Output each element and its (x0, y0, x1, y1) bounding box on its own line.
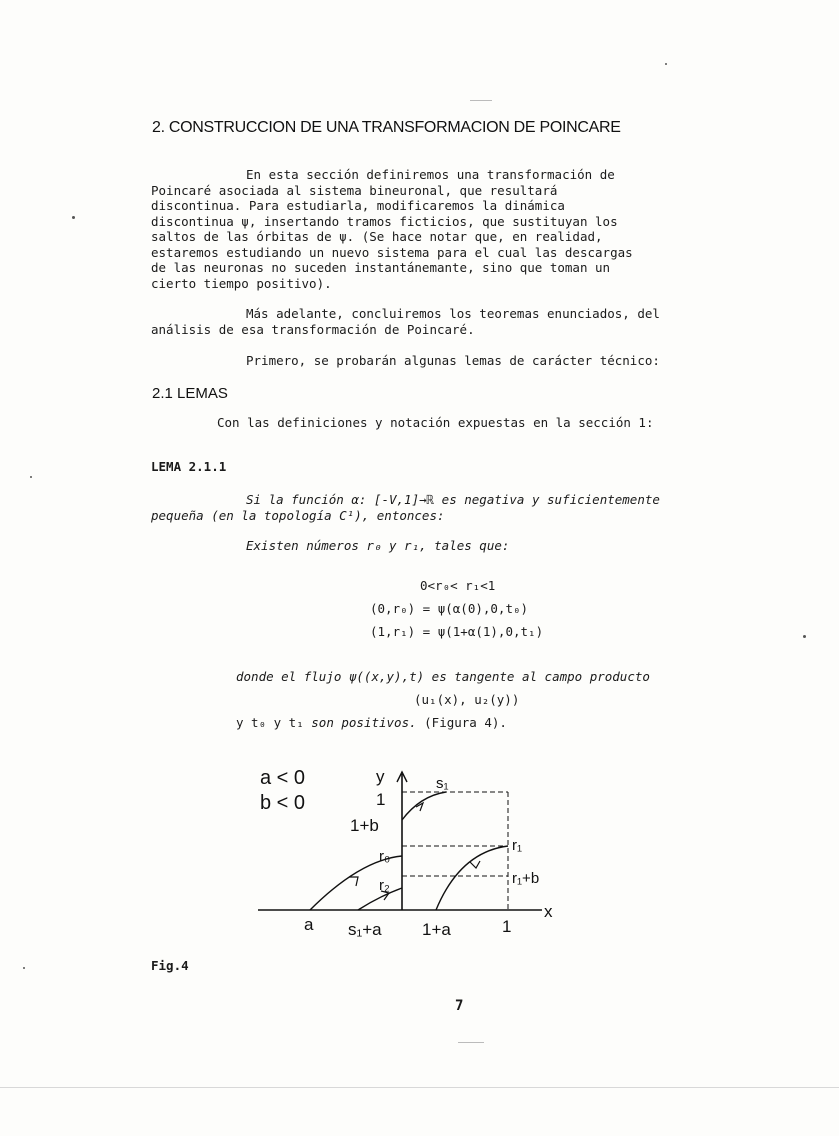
paragraph-2 (151, 306, 776, 337)
figure-4 (250, 760, 580, 950)
lemma-statement-line: donde el flujo ψ((x,y),t) es tangente al campo producto (236, 669, 650, 684)
condition-b: b < 0 (260, 792, 306, 814)
scan-edge (0, 1087, 839, 1088)
x-axis-label: x (544, 902, 553, 921)
orbit-upper (402, 792, 446, 820)
lemma-text: y t₀ y t₁ (236, 715, 304, 730)
paragraph-line: de las neuronas no suceden instantánemante, sino que toman un (151, 260, 611, 275)
point-label: s₁ (436, 775, 449, 792)
intro-paragraph (151, 167, 776, 291)
tick-label: s₁+a (348, 920, 382, 939)
paragraph-line: saltos de las órbitas de ψ. (Se hace notar que, en realidad, (151, 229, 603, 244)
paragraph-line: En esta sección definiremos una transformación de (246, 167, 615, 182)
y-axis-label: y (376, 767, 385, 786)
flow-arrow-icon (349, 877, 358, 886)
orbit-from-1-plus-a (436, 846, 508, 910)
equation: (u₁(x), u₂(y)) (414, 692, 520, 707)
equation: (0,r₀) = ψ(α(0),0,t₀) (370, 601, 529, 616)
point-label: r₀ (379, 848, 391, 865)
paragraph-line: Poincaré asociada al sistema bineuronal, que resultará (151, 182, 558, 198)
tick-label: 1 (502, 917, 512, 936)
subsection-intro: Con las definiciones y notación expuestas en la sección 1: (217, 415, 654, 430)
paragraph-line: discontinua. Para estudiarla, modificaremos la dinámica (151, 198, 565, 213)
scan-mark (470, 100, 492, 101)
paragraph-3: Primero, se probarán algunas lemas de carácter técnico: (246, 353, 660, 368)
paragraph-line: análisis de esa transformación de Poincaré. (151, 321, 475, 337)
lemma-statement-line: Existen números r₀ y r₁, tales que: (246, 538, 510, 553)
section-heading: 2. CONSTRUCCION DE UNA TRANSFORMACION DE POINCARE (152, 119, 621, 136)
scan-speck (665, 63, 667, 65)
point-label: r₂ (379, 877, 390, 894)
tick-label: 1+b (350, 816, 379, 835)
paragraph-line: estaremos estudiando un nuevo sistema para el cual las descargas (151, 244, 633, 260)
lemma-title: LEMA 2.1.1 (151, 459, 227, 474)
equation: (1,r₁) = ψ(1+α(1),0,t₁) (370, 624, 544, 639)
scan-mark (458, 1042, 484, 1043)
point-label: r₁ (512, 837, 523, 854)
equation: 0<r₀< r₁<1 (420, 578, 496, 593)
page-number: 7 (455, 998, 464, 1014)
lemma-statement-line: Si la función α: [-V,1]→ℝ es negativa y suficientemente (246, 492, 660, 507)
tick-label: a (304, 915, 314, 934)
paragraph-line: cierto tiempo positivo). (151, 275, 332, 291)
condition-a: a < 0 (260, 767, 306, 789)
flow-arrow-icon (470, 861, 480, 868)
scan-speck (803, 635, 806, 638)
scan-speck (30, 476, 32, 478)
paragraph-line: Más adelante, concluiremos los teoremas enunciados, del (246, 306, 660, 321)
scan-speck (72, 216, 75, 219)
tick-label: 1+a (422, 920, 451, 939)
scan-speck (23, 967, 25, 969)
figure-caption: Fig.4 (151, 958, 189, 973)
lemma-statement-line: pequeña (en la topología C¹), entonces: (151, 508, 445, 523)
tick-label: 1 (376, 790, 386, 809)
subsection-title: 2.1 LEMAS (152, 385, 228, 402)
lemma-text: son positivos. (311, 715, 417, 730)
lemma-statement-line (236, 715, 507, 730)
paragraph-line: discontinua ψ, insertando tramos ficticios, que sustituyan los (151, 213, 618, 229)
lemma-text: (Figura 4). (424, 715, 507, 730)
point-label: r₁+b (512, 870, 540, 887)
